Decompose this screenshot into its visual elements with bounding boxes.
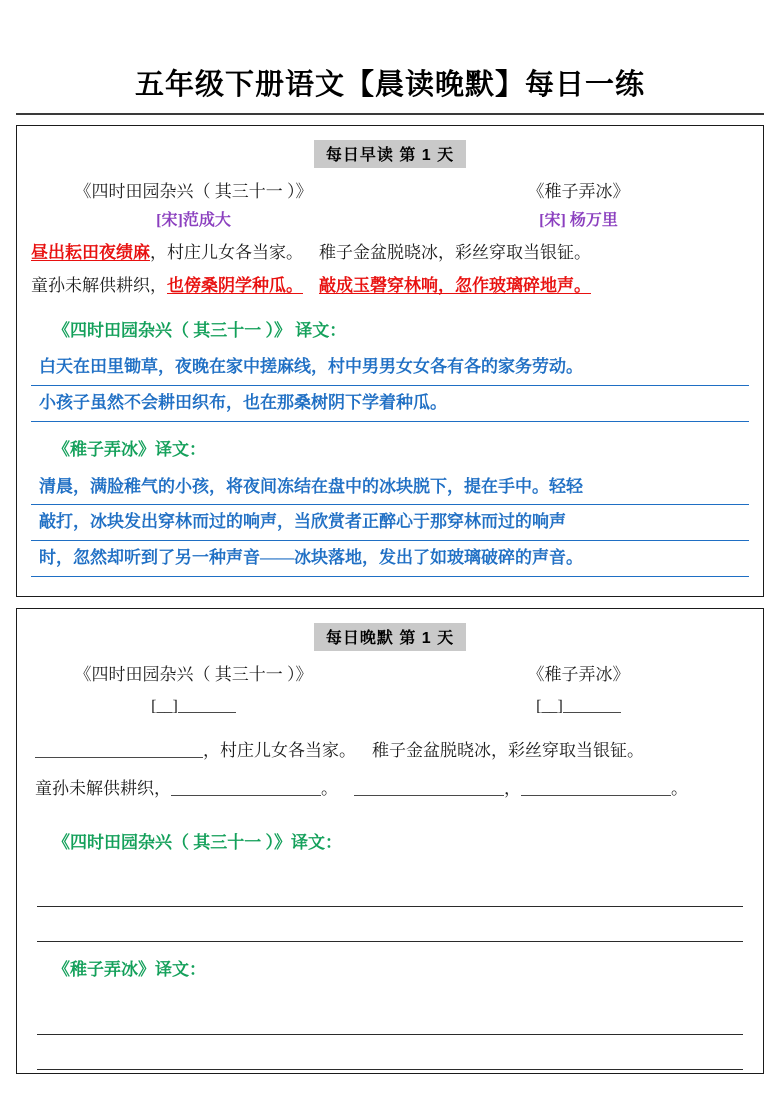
evening-poem-2-title: 《稚子弄冰》 <box>527 665 630 684</box>
fill-blank-1[interactable] <box>35 742 203 758</box>
spacer <box>31 942 749 950</box>
evening-fill-line-1-right-text: 稚子金盆脱晓冰，彩丝穿取当银钲。 <box>372 741 644 761</box>
morning-translation-2-line-1: 清晨，满脸稚气的小孩，将夜间冻结在盘中的冰块脱下，提在手中。轻轻 <box>31 470 749 506</box>
evening-heading-label: 每日晚默 第 1 天 <box>314 623 466 651</box>
morning-poem-body-line-2 <box>31 269 749 302</box>
evening-fill-line-1 <box>31 732 749 770</box>
evening-poem-titles-row <box>31 659 749 724</box>
morning-poem-body-line-1 <box>31 236 749 269</box>
spacer <box>31 422 749 430</box>
poem-line-2-right-red-segment: 敲成玉磬穿林响，忽作玻璃碎地声。 <box>319 276 591 296</box>
fill-blank-4[interactable] <box>521 780 671 796</box>
evening-translation-1-heading: 《四时田园杂兴（ 其三十一 ）》译文： <box>53 832 342 852</box>
poem-line-2-black-segment: 童孙未解供耕织， <box>31 276 167 296</box>
morning-translation-2-line-3: 时，忽然却听到了另一种声音——冰块落地，发出了如玻璃破碎的声音。 <box>31 541 749 577</box>
fill-blank-3[interactable] <box>354 780 504 796</box>
evening-answer-line-3[interactable] <box>37 1000 743 1035</box>
morning-reading-section <box>16 125 764 597</box>
evening-translation-2-heading: 《稚子弄冰》译文： <box>53 960 206 980</box>
evening-fill-line-1-text: ，村庄儿女各当家。 <box>203 741 356 761</box>
evening-fill-line-2-comma: ， <box>504 779 521 799</box>
morning-translation-1-line-2: 小孩子虽然不会耕田织布，也在那桑树阴下学着种瓜。 <box>31 386 749 422</box>
title-divider <box>16 113 764 115</box>
morning-translation-1-heading: 《四时田园杂兴（ 其三十一 ）》 译文： <box>53 320 347 340</box>
poem-line-1-black-segment: ，村庄儿女各当家。 <box>150 243 303 263</box>
evening-fill-line-2-period-1: 。 <box>321 779 338 799</box>
evening-answer-line-4[interactable] <box>37 1035 743 1070</box>
poem-line-1-right-segment: 稚子金盆脱晓冰，彩丝穿取当银钲。 <box>319 243 591 263</box>
morning-poem-2-column <box>390 176 749 236</box>
poem-line-2-red-segment: 也傍桑阴学种瓜。 <box>167 276 303 296</box>
morning-translation-2-line-2: 敲打，冰块发出穿林而过的响声，当欣赏者正醉心于那穿林而过的响声 <box>31 505 749 541</box>
evening-fill-line-2-period-2: 。 <box>671 779 688 799</box>
morning-poem-1-column <box>31 176 390 236</box>
evening-fill-line-2 <box>31 770 749 808</box>
morning-poem-1-author: [宋]范成大 <box>156 212 231 230</box>
fill-blank-2[interactable] <box>171 780 321 796</box>
spacer <box>31 724 749 732</box>
poem-line-1-red-segment: 昼出耘田夜绩麻 <box>31 243 150 263</box>
evening-answer-line-2[interactable] <box>37 907 743 942</box>
morning-poem-titles-row <box>31 176 749 236</box>
evening-fill-line-2-prefix: 童孙未解供耕织， <box>35 779 171 799</box>
page-title: 五年级下册语文【晨读晚默】每日一练 <box>134 69 645 101</box>
evening-poem-1-column <box>31 659 390 724</box>
evening-section-header <box>31 623 749 651</box>
morning-translation-1-line-1: 白天在田里锄草，夜晚在家中搓麻线，村中男男女女各有各的家务劳动。 <box>31 350 749 386</box>
morning-poem-2-title: 《稚子弄冰》 <box>527 182 630 201</box>
evening-poem-1-title: 《四时田园杂兴（ 其三十一 ）》 <box>74 665 313 684</box>
evening-poem-1-dynasty-blank: [__] <box>151 698 178 716</box>
author-name-blank[interactable] <box>178 697 236 713</box>
morning-section-header <box>31 140 749 168</box>
morning-translation-2-heading: 《稚子弄冰》译文： <box>53 439 206 459</box>
evening-dictation-section <box>16 608 764 1074</box>
evening-answer-line-1[interactable] <box>37 872 743 907</box>
morning-heading-label: 每日早读 第 1 天 <box>314 140 466 168</box>
author-name-blank[interactable] <box>563 697 621 713</box>
evening-poem-1-author-blank[interactable] <box>31 690 356 724</box>
spacer <box>31 809 749 823</box>
morning-poem-2-author: [宋] 杨万里 <box>539 212 618 230</box>
evening-poem-2-author-blank[interactable] <box>408 690 749 724</box>
spacer <box>31 303 749 311</box>
morning-poem-1-title: 《四时田园杂兴（ 其三十一 ）》 <box>74 182 313 201</box>
evening-poem-2-column <box>390 659 749 724</box>
evening-poem-2-dynasty-blank: [__] <box>536 698 563 716</box>
